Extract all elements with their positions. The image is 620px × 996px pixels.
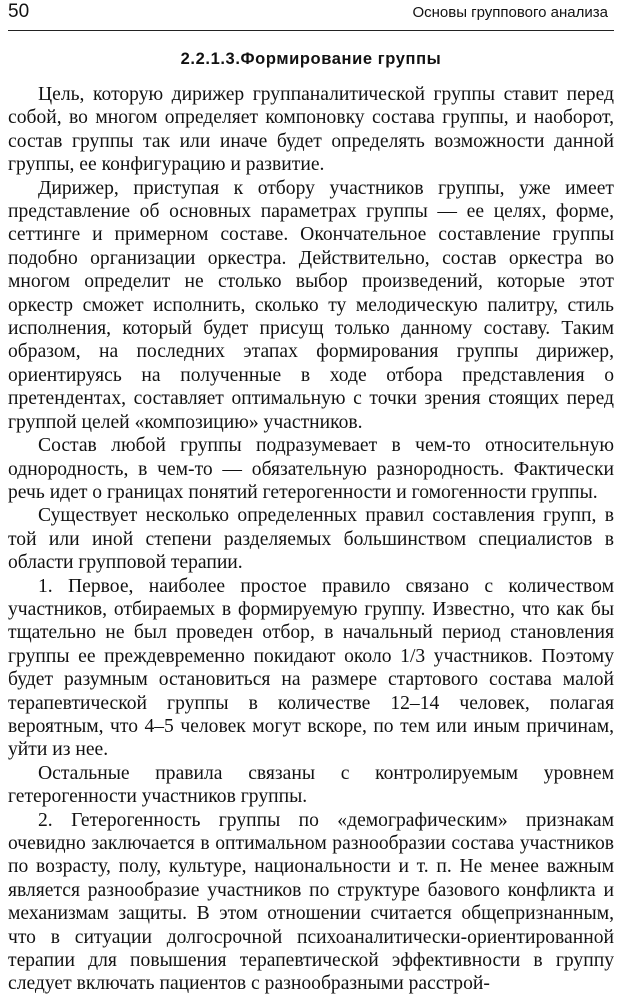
body-text: [8, 83, 614, 996]
paragraph: 2. Гетерогенность группы по «демографическим» признакам очевидно заключается в оптимальном разнообразии состава участников по возрасту, полу, культуре, национальности и т. п. Не менее важным является разнообразие участников по структуре базового конфликта и механизмам защиты. В этом отношении считается общепризнанным, что в ситуации долгосрочной психоаналитически-ориентированной терапии для повышения терапевтической эффективности в группу следует включать пациентов с разнообразными расстрой-: [8, 809, 614, 995]
paragraph: 1. Первое, наиболее простое правило связано с количеством участников, отбираемых в формируемую группу. Известно, что как бы тщательно не был проведен отбор, в начальный период становления группы ее преждевременно покидают около 1/3 участников. Поэтому будет разумным остановиться на размере стартового состава малой терапевтической группы в количестве 12–14 человек, полагая вероятным, что 4–5 человек могут вскоре, по тем или иным причинам, уйти из нее.: [8, 575, 614, 761]
paragraph: Состав любой группы подразумевает в чем-то относительную однородность, в чем-то — обязательную разнородность. Фактически речь идет о границах понятий гетерогенности и гомогенности группы.: [8, 435, 614, 503]
running-header: [8, 0, 614, 31]
section-heading: 2.2.1.3.Формирование группы: [180, 50, 442, 68]
paragraph: Цель, которую дирижер группаналитической группы ставит перед собой, во многом определяет компоновку состава группы, и наоборот, состав группы так или иначе будет определять возможности данной группы, ее конфигурацию и развитие.: [8, 84, 614, 176]
page-number: 50: [8, 1, 30, 22]
paragraph: Дирижер, приступая к отбору участников группы, уже имеет представление об основных параметрах группы — ее целях, форме, сеттинге и примерном составе. Окончательное составление группы подобно организации оркестра. Действительно, состав оркестра во многом определит не столько выбор произведений, которые этот оркестр сможет исполнить, сколько ту мелодическую палитру, стиль исполнения, который будет присущ только данному составу. Таким образом, на последних этапах формирования группы дирижер, ориентируясь на полученные в ходе отбора представления о претендентах, составляет оптимальную с точки зрения стоящих перед группой целей «композицию» участников.: [8, 177, 614, 433]
running-title: Основы группового анализа: [412, 4, 608, 21]
paragraph: Существует несколько определенных правил составления групп, в той или иной степени разделяемых большинством специалистов в области групповой терапии.: [8, 505, 614, 574]
paragraph: Остальные правила связаны с контролируемым уровнем гетерогенности участников группы.: [8, 762, 614, 808]
